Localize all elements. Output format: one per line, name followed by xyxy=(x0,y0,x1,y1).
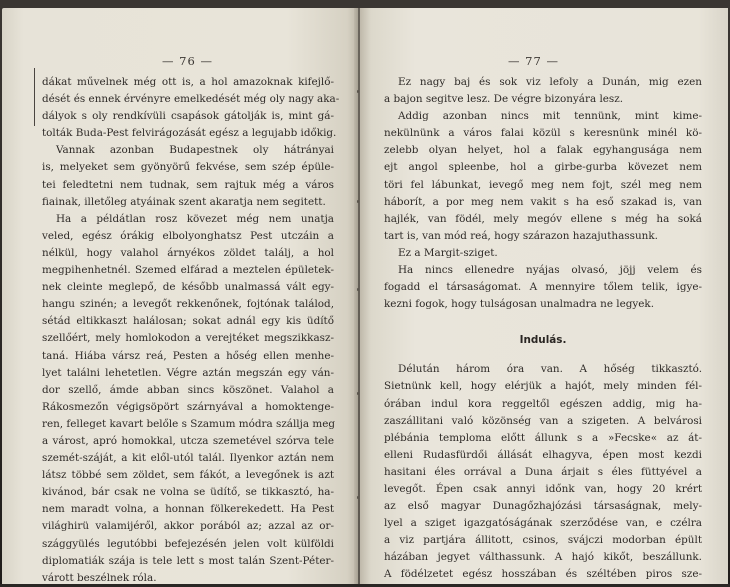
text-line: taná. Hiába vársz reá, Pesten a hőség ellen menhe- xyxy=(42,349,334,362)
text-line: Ez nagy baj és sok viz lefoly a Dunán, mig ezen xyxy=(398,76,702,88)
text-line: Ez a Margit-sziget. xyxy=(398,246,498,259)
text-line: fiainak, illetőleg atyáinak szent akaratja nem segitett. xyxy=(42,195,326,208)
text-line: nekülnünk a város falai közül s keresnünk minél kö- xyxy=(384,127,702,140)
text-line: az első magyar Dunagőzhajózási társaságnak, mely- xyxy=(384,500,702,513)
binding-stitch xyxy=(357,496,359,499)
margin-bracket-mark xyxy=(34,68,39,126)
text-line: kivánod, bár csak ne volna se üdítő, se tikkasztó, ha- xyxy=(42,486,334,499)
binding-stitch xyxy=(357,288,359,291)
text-line: házában jegyet válthassunk. A hajó kikőt, beszállunk. xyxy=(384,551,702,564)
text-line: dését és ennek érvényre emelkedését még oly nagy aka- xyxy=(42,93,340,106)
text-line: levegőt. Épen csak annyi időnk van, hogy 20 krért xyxy=(384,482,702,495)
text-line: nélkül, hogy valahol árnyékos zöldet találj, a hol xyxy=(42,246,334,259)
text-line: A födélzetet egész hosszában és széltében piros sze- xyxy=(384,568,702,581)
left-page-text xyxy=(42,74,340,587)
text-line: plébánia temploma előtt állunk s a »Fecske« az át- xyxy=(384,431,702,444)
text-line: a viz partjára állitott, csinos, svájczi modorban épült xyxy=(384,534,702,547)
text-line: ejt angol spleenbe, hol a girbe-gurba kövezet nem xyxy=(384,161,702,174)
right-page-number: — 77 — xyxy=(508,54,559,68)
text-line: diplomatiák szája is tele lett s most talán Szent-Péter- xyxy=(42,554,334,567)
text-line: Ha a példátlan rosz kövezet még nem unatja xyxy=(56,212,334,225)
text-line: veled, egész órákig elbolyonghatsz Pest utczáin a xyxy=(42,229,334,242)
section-heading: Indulás. xyxy=(519,334,567,347)
left-page-number: — 76 — xyxy=(162,54,213,68)
text-line: hangu szinén; a levegőt rekkenőnek, fojtónak találod, xyxy=(42,298,334,311)
text-line: órában indul kora reggeltől egészen addig, mig ha- xyxy=(384,397,702,410)
text-line: tei feledtetni nem tudnak, sem rajtuk még a város xyxy=(42,178,334,191)
text-line: világhirü valamijéről, akkor porából az; azzal az or- xyxy=(42,520,334,533)
text-line: is, melyeket sem gyönyörű fekvése, sem szép épüle- xyxy=(42,161,334,174)
text-line: lyet találni lehetetlen. Végre aztán megszán egy ván- xyxy=(42,366,334,379)
text-line: tolták Buda-Pest felvirágozását egész a legujabb időkig. xyxy=(42,127,337,140)
text-line: zelebb olyan helyet, hol a falak egyhangusága nem xyxy=(384,144,702,157)
text-line: nem maradt volna, a honnan fölkerekedett. Ha Pest xyxy=(42,503,334,516)
text-line: Addig azonban nincs mit tennünk, mint kime- xyxy=(398,110,702,123)
text-line: szemét-száját, a kit elől-utól talál. Ilyenkor aztán nem xyxy=(42,452,334,465)
text-line: kezni fogok, hogy tulságosan unalmadra ne legyek. xyxy=(384,298,655,311)
binding-stitch xyxy=(357,90,359,93)
text-line: megpihenhetnél. Szemed elfárad a meztelen épületek- xyxy=(42,264,334,277)
text-line: a bajon segitve lesz. De végre bizonyára lesz. xyxy=(384,93,624,106)
binding-stitch xyxy=(357,200,359,203)
text-line: Sietnünk kell, hogy elérjük a hajót, mely minden fél- xyxy=(384,380,702,393)
text-line: dákat művelnek még ott is, a hol amazoknak kifejlő- xyxy=(42,76,334,88)
binding-stitch xyxy=(357,392,359,395)
text-line: zaszállitani való közönség van a szigeten. A belvárosi xyxy=(384,414,702,427)
text-line: dályok s oly rendkívüli csapások gátolják is, mint gá- xyxy=(42,110,334,123)
text-line: háborít, a por meg nem vakit s ha eső szakad is, van xyxy=(384,195,702,208)
text-line: nek cleinte meglepő, de később unalmassá vált egy- xyxy=(42,281,334,294)
text-line: Vannak azonban Budapestnek oly hátrányai xyxy=(56,144,334,157)
text-line: látsz többé sem zöldet, sem fákót, a levegőnek is azt xyxy=(42,469,334,482)
text-line: Rákosmezőn végigsöpört szárnyával a homoktenge- xyxy=(42,400,334,413)
right-page-text xyxy=(384,74,702,584)
text-line: fogadd el társaságomat. A mennyire tőlem telik, igye- xyxy=(384,281,702,294)
text-line: tart is, van mód reá, hogy szárazon hazajuthassunk. xyxy=(384,229,658,242)
text-line: szággyülés legutóbbi befejezésén jelen volt külföldi xyxy=(42,537,334,550)
text-line: sétád eltikkaszt halálosan; sokat adnál egy kis üdítő xyxy=(42,315,334,328)
right-page xyxy=(360,8,728,584)
text-line: Ha nincs ellenedre nyájas olvasó, jöjj velem és xyxy=(398,264,702,277)
text-line: töri fel lábunkat, ievegő meg nem fojt, szél meg nem xyxy=(384,178,702,191)
text-line: szellőért, mely homlokodon a verejtéket megszikkasz- xyxy=(42,332,334,345)
text-line: lyel a sziget igazgatóságának szerződése van, e czélra xyxy=(384,517,702,530)
text-line: várott beszélnek róla. xyxy=(42,571,157,584)
text-line: ren, felleget kavart belőle s Szamum módra szállja meg xyxy=(42,417,336,430)
text-line: dor szellő, ámde abban sincs köszönet. Valahol a xyxy=(42,383,334,396)
text-line: hajlék, van födél, mely megóv ellene s még ha soká xyxy=(384,212,702,225)
text-line: hasitani éles orrával a Duna árjait s éles füttyével a xyxy=(384,465,702,478)
text-line: Délután három óra van. A hőség tikkasztó. xyxy=(398,363,702,376)
text-line: elleni Rudasfürdői állását elhagyva, épen most kezdi xyxy=(384,448,702,461)
left-page xyxy=(2,8,358,584)
text-line: a várost, apró homokkal, utcza szemetével szórva tele xyxy=(42,434,334,447)
